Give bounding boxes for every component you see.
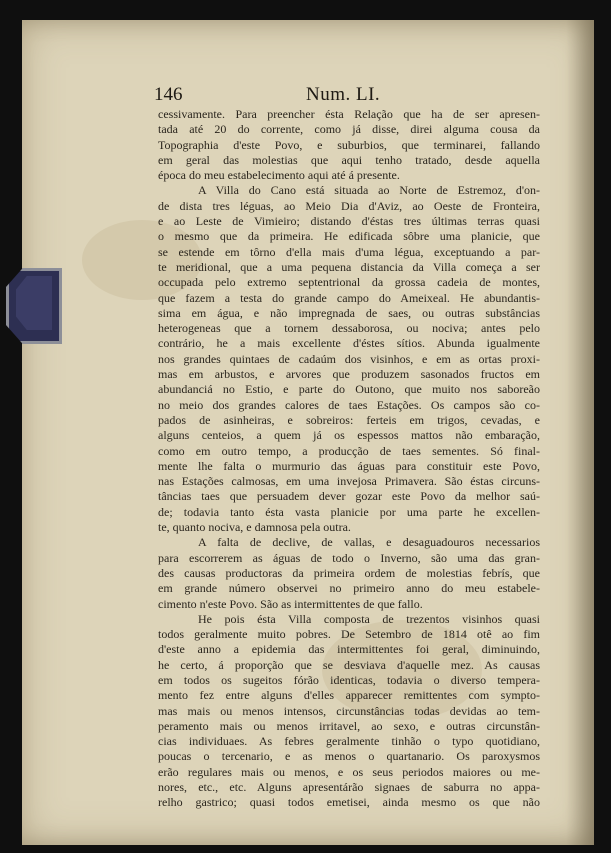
text-line: relho gastrico; quasi todos emetisei, ainda mesmo os que não xyxy=(158,795,540,810)
text-line: se estende em tôrno d'ella mais d'uma légua, exceptuando a par- xyxy=(158,244,540,259)
text-line: mente lhe falta o murmurio das águas para constituir este Povo, xyxy=(158,458,540,473)
text-line: occupada pelo extremo septentrional da grossa cadeia de montes, xyxy=(158,275,540,290)
text-line: época do meu estabelecimento aqui até á presente. xyxy=(158,168,400,183)
text-line: te meridional, que a uma pequena distancia da Villa começa a ser xyxy=(158,259,540,274)
text-line: nas Estações calmosas, em uma invejosa Primavera. São éstas circuns- xyxy=(158,474,540,489)
text-line: pados de asinheiras, e sobreiros: ferteis em trigos, cevadas, e xyxy=(158,412,540,427)
text-line: nores, etc., etc. Alguns apresentárão signaes de saburra no appa- xyxy=(158,780,540,795)
section-heading: Num. LI. xyxy=(306,84,381,105)
text-line: he certo, á proporção que se desviava d'aquelle mez. As causas xyxy=(158,657,540,672)
text-line: tâncias taes que persuadem dever gozar este Povo da melhor saú- xyxy=(158,489,540,504)
text-line: o mesmo que da primeira. He edificada sôbre uma planicie, que xyxy=(158,229,540,244)
text-line: mas em arbustos, e arvores que produzem sasonados fructos em xyxy=(158,367,540,382)
text-line: mento fez entre alguns d'elles apparecer remittentes com sympto- xyxy=(158,688,540,703)
text-line: He pois ésta Villa composta de trezentos visinhos quasi xyxy=(198,611,540,626)
text-line: A falta de declive, de vallas, e desaguadouros necessarios xyxy=(198,535,540,550)
text-line: todos geralmente muito pobres. De Setembro de 1814 otê ao fim xyxy=(158,627,540,642)
text-line: erão regulares mais ou menos, e os seus periodos maiores ou me- xyxy=(158,764,540,779)
text-line: abundanciá no Estio, e parte do Outono, que muito nos saboreão xyxy=(158,382,540,397)
text-line: A Villa do Cano está situada ao Norte de Estremoz, d'on- xyxy=(198,183,540,198)
text-line: alguns centeios, a quem já os espessos mattos não embaração, xyxy=(158,428,540,443)
text-line: como em outro tempo, a producção de taes sementes. Só final- xyxy=(158,443,540,458)
text-line: cessivamente. Para preencher ésta Relação que ha de ser apresen- xyxy=(158,107,540,121)
text-line: tada até 20 do corrente, como já disse, direi alguma cousa da xyxy=(158,122,540,137)
text-line: contrário, he a mais excellente d'éstes sítios. Abunda igualmente xyxy=(158,336,540,351)
text-line: heterogeneas que a tornem dessaborosa, ou nociva; antes pelo xyxy=(158,321,540,336)
text-line: mas mais ou menos intensos, circunstâncias todas devidas ao tem- xyxy=(158,703,540,718)
page-header xyxy=(154,84,542,108)
text-line: em geral das molestias que aqui tenho tratado, desde aquella xyxy=(158,152,540,167)
text-line: peramento mais ou menos irritavel, ao sexo, e outras circunstân- xyxy=(158,718,540,733)
text-line: des causas productoras da primeira ordem de molestias febrís, que xyxy=(158,565,540,580)
bookmark-tab-inner xyxy=(16,276,52,330)
text-line: Topographia d'este Povo, e suburbios, que terminarei, fallando xyxy=(158,137,540,152)
text-line: te, quanto nociva, e damnosa pela outra. xyxy=(158,520,351,535)
text-line: que fazem a testa do grande campo do Ameixeal. He abundantis- xyxy=(158,290,540,305)
text-line: de; todavia tanto ésta vasta planicie por uma parte he excellen- xyxy=(158,504,540,519)
text-line: sima em água, e não impregnada de saes, ou outras substâncias xyxy=(158,305,540,320)
text-line: no meio dos grandes calores de taes Estações. Os campos são co- xyxy=(158,397,540,412)
text-line: d'este anno a epidemia das intermittentes foi geral, diminuindo, xyxy=(158,642,540,657)
text-line: cias individuaes. As febres geralmente tinhão o typo quotidiano, xyxy=(158,734,540,749)
text-line: cimento n'este Povo. São as intermittentes de que fallo. xyxy=(158,596,423,611)
page-gutter-shadow xyxy=(566,20,594,845)
text-line: em todos os sugeitos fórão identicas, todavia o diverso tempera- xyxy=(158,672,540,687)
text-line: nos grandes quintaes de cadaúm dos visinhos, e em as ortas proxi- xyxy=(158,351,540,366)
page-number: 146 xyxy=(154,84,183,105)
text-line: em grande número observei no primeiro anno do meu estabele- xyxy=(158,581,540,596)
text-line: para escorrerem as águas de todo o Inverno, são uma das gran- xyxy=(158,550,540,565)
text-line: de dista tres léguas, ao Meio Dia d'Aviz, ao Oeste de Fronteira, xyxy=(158,198,540,213)
text-line: poucas o tercenario, e as menos o quartanario. Os paroxysmos xyxy=(158,749,540,764)
text-line: e ao Leste de Vimieiro; distando d'éstas tres últimas terras quasi xyxy=(158,214,540,229)
body-text xyxy=(158,107,540,811)
